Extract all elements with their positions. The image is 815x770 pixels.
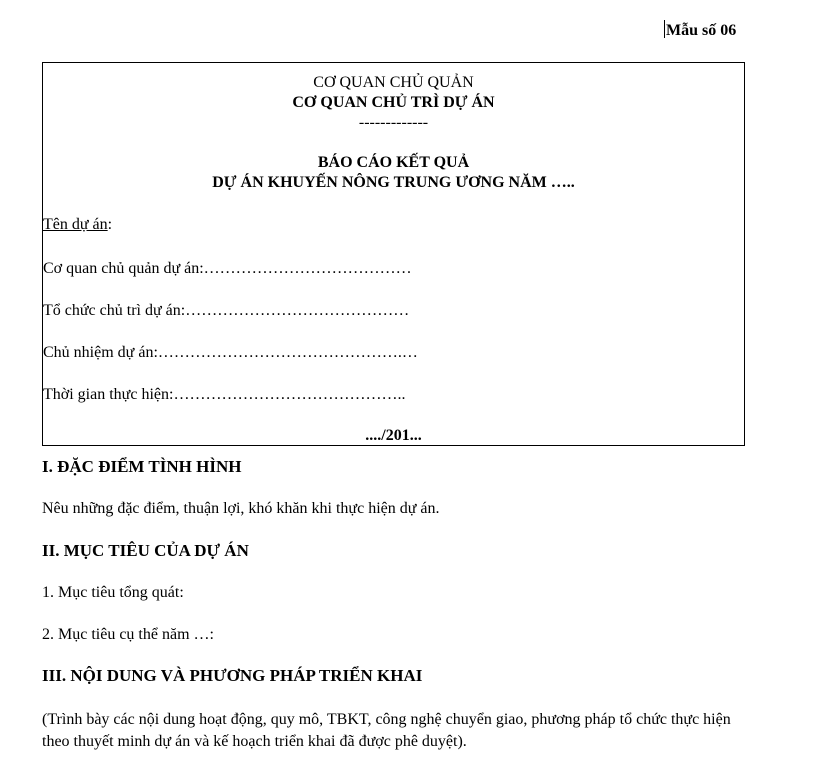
section-1-heading: I. ĐẶC ĐIỂM TÌNH HÌNH bbox=[42, 457, 242, 476]
text-cursor bbox=[664, 20, 665, 38]
project-name-field bbox=[43, 216, 112, 234]
project-name-label: Tên dự án bbox=[43, 216, 108, 233]
cover-box bbox=[42, 62, 745, 446]
host-org-field: Tổ chức chủ trì dự án:…………………………………… bbox=[43, 302, 410, 319]
report-title-line2: DỰ ÁN KHUYẾN NÔNG TRUNG ƯƠNG NĂM ….. bbox=[212, 174, 575, 191]
project-name-colon: : bbox=[107, 216, 113, 233]
section-2-item-2: 2. Mục tiêu cụ thể năm …: bbox=[42, 626, 214, 643]
section-1-text: Nêu những đặc điểm, thuận lợi, khó khăn khi thực hiện dự án. bbox=[42, 500, 440, 517]
section-2-heading: II. MỤC TIÊU CỦA DỰ ÁN bbox=[42, 541, 249, 560]
section-2-item-1: 1. Mục tiêu tổng quát: bbox=[42, 584, 184, 601]
governing-agency-heading: CƠ QUAN CHỦ QUẢN bbox=[313, 74, 474, 91]
host-agency-heading: CƠ QUAN CHỦ TRÌ DỰ ÁN bbox=[292, 94, 495, 111]
form-number bbox=[664, 20, 736, 40]
governing-agency-field: Cơ quan chủ quản dự án:………………………………… bbox=[43, 260, 412, 277]
divider: ------------- bbox=[358, 114, 429, 131]
project-leader-field: Chủ nhiệm dự án:……………………………………….… bbox=[43, 344, 418, 361]
section-3-heading: III. NỘI DUNG VÀ PHƯƠNG PHÁP TRIỂN KHAI bbox=[42, 666, 423, 685]
report-title-line1: BÁO CÁO KẾT QUẢ bbox=[317, 154, 470, 171]
form-number-text: Mẫu số 06 bbox=[666, 22, 737, 39]
report-date: ..../201... bbox=[365, 427, 422, 444]
section-3-text: (Trình bày các nội dung hoạt động, quy mô, TBKT, công nghệ chuyển giao, phương pháp tổ chức thực hiện theo thuyết minh dự án và kế hoạch triển khai đã được phê duyệt). bbox=[42, 711, 731, 750]
duration-field: Thời gian thực hiện:…………………………………….. bbox=[43, 386, 406, 403]
